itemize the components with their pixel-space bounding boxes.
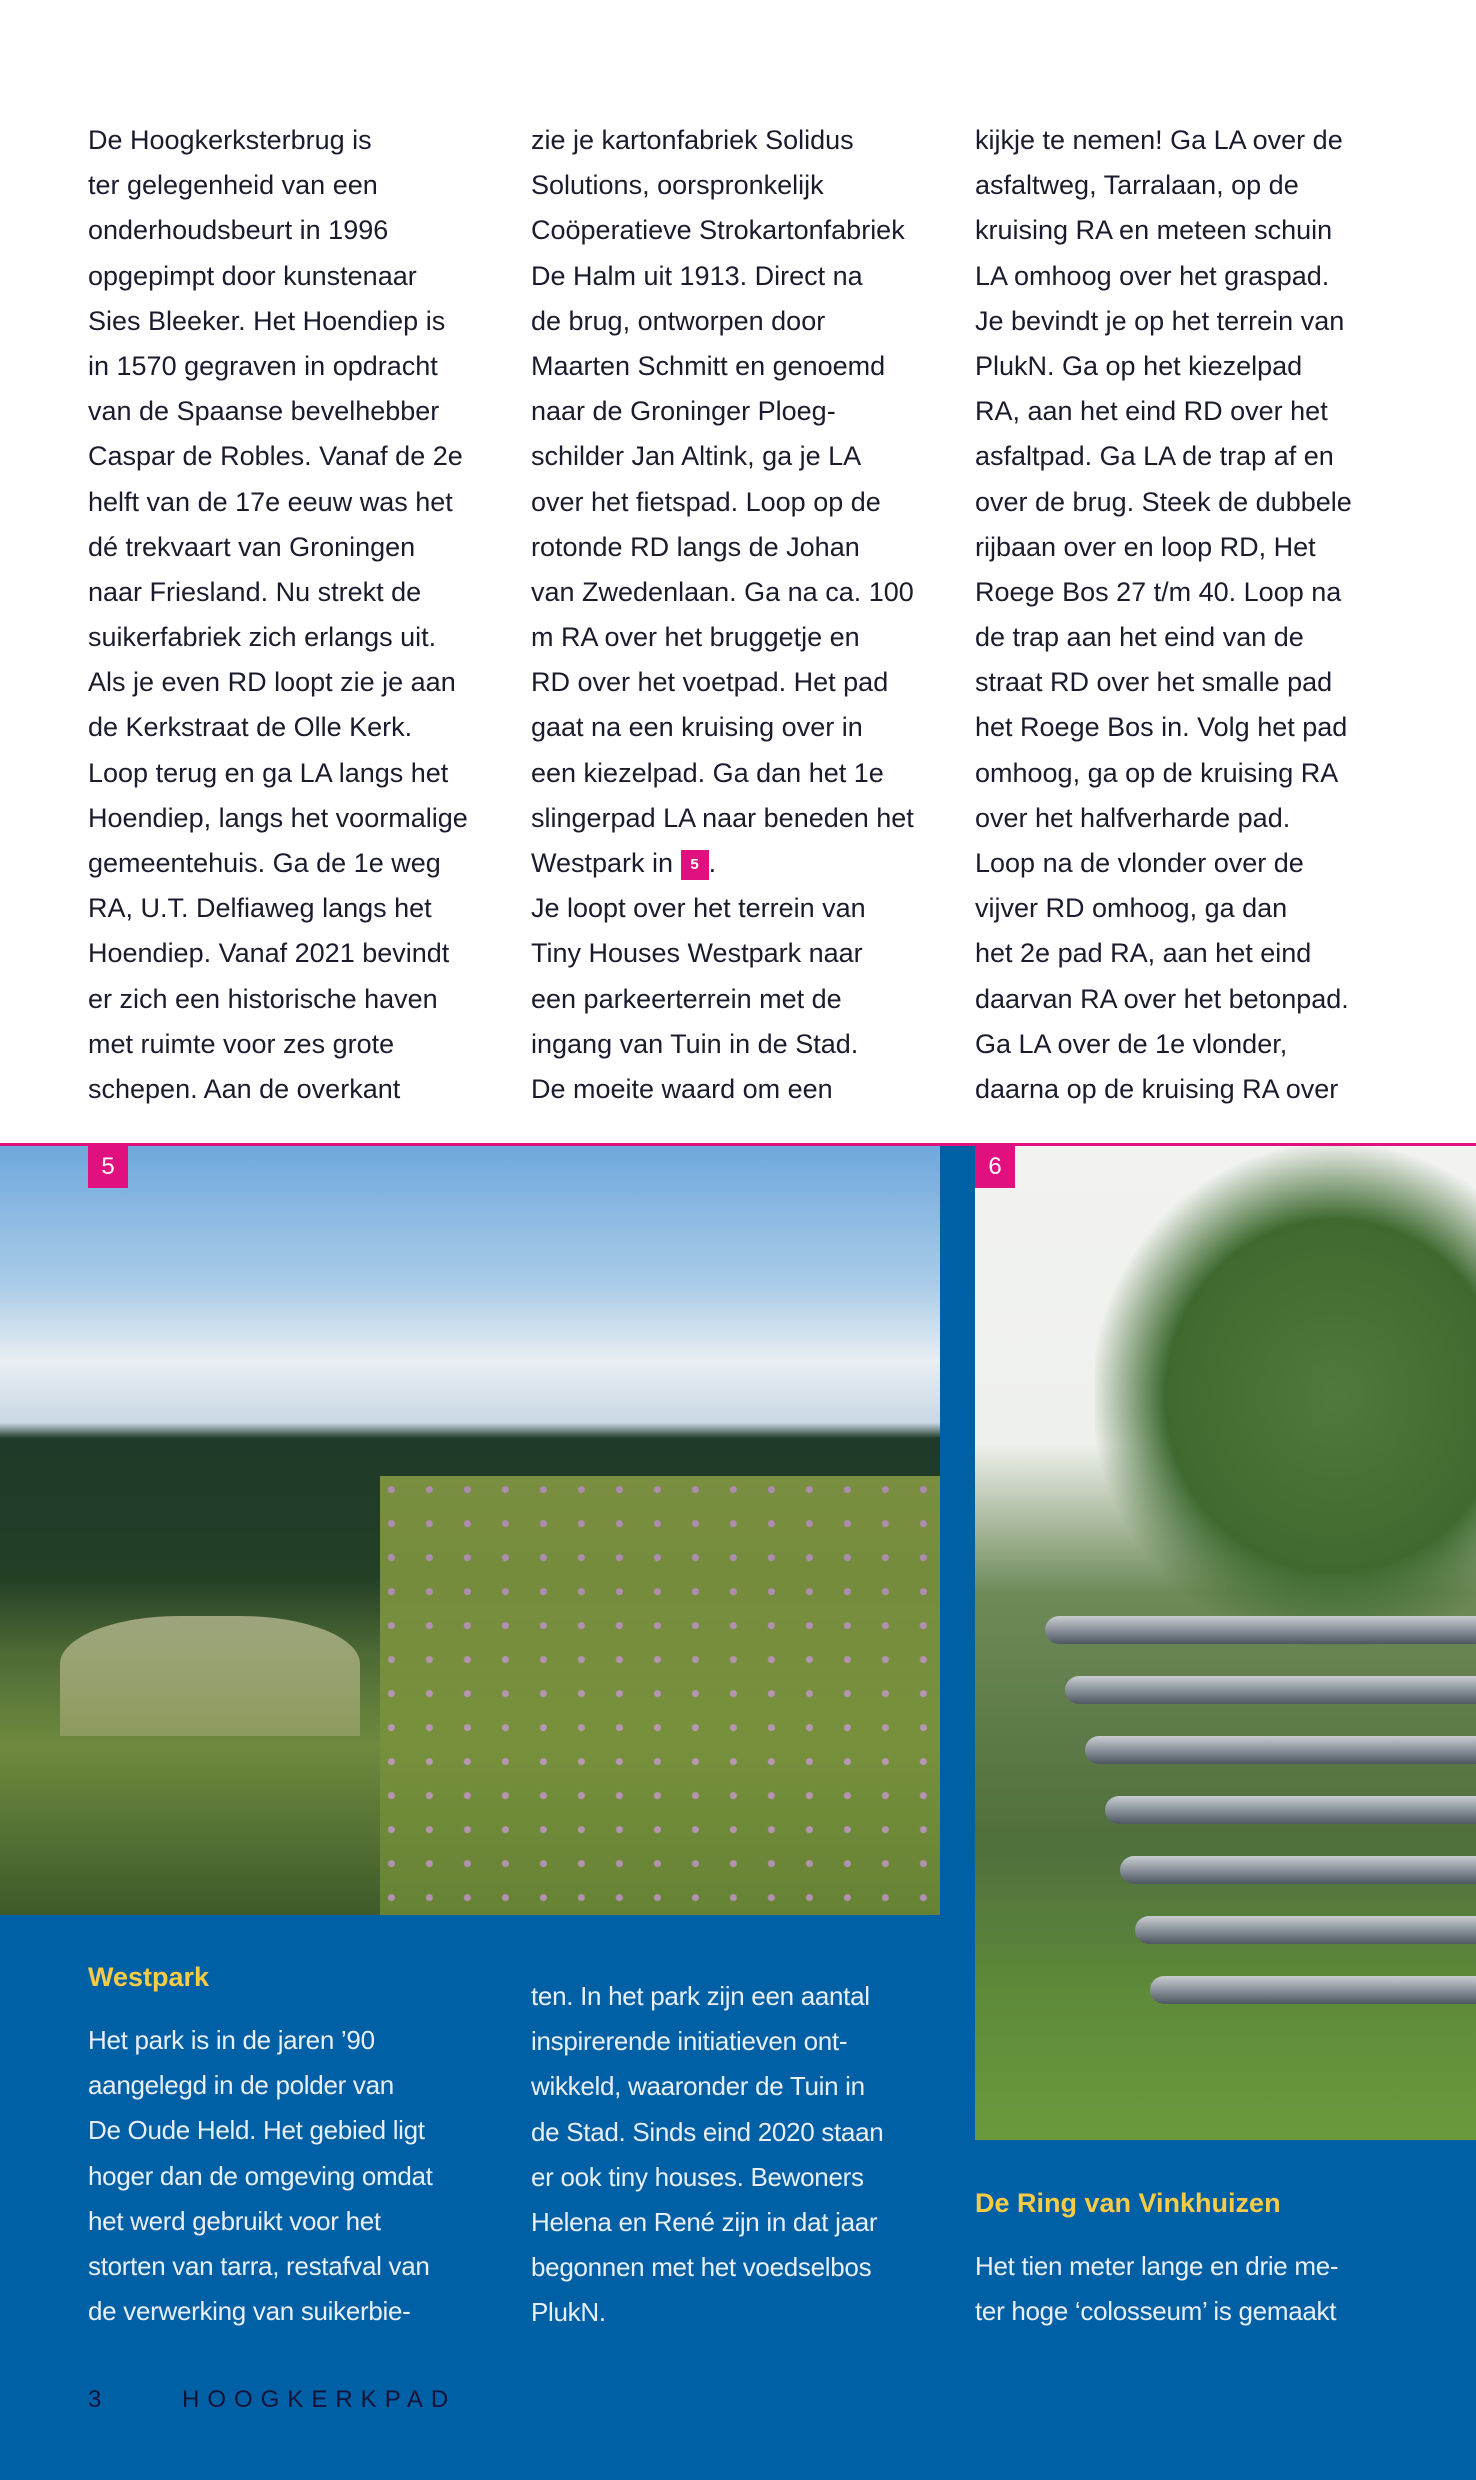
text-line: Helena en René zijn in dat jaar bbox=[531, 2206, 878, 2237]
sculpture-ring bbox=[1120, 1856, 1476, 1884]
text-line: PlukN. bbox=[531, 2297, 606, 2328]
text-line: Maarten Schmitt en genoemd bbox=[531, 350, 886, 381]
westpark-heading: Westpark bbox=[88, 1962, 210, 1992]
sculpture-ring bbox=[1150, 1976, 1476, 2004]
text-line: gaat na een kruising over in bbox=[531, 712, 863, 743]
punctuation: . bbox=[708, 848, 717, 878]
text-line: over de brug. Steek de dubbele bbox=[975, 486, 1352, 517]
text-line: asfaltpad. Ga LA de trap af en bbox=[975, 441, 1334, 472]
text-line: De Hoogkerksterbrug is bbox=[88, 125, 372, 155]
text-line: een parkeerterrein met de bbox=[531, 983, 842, 1014]
page-footer bbox=[88, 2386, 457, 2414]
text-line: ter hoge ‘colosseum’ is gemaakt bbox=[975, 2296, 1337, 2327]
sculpture-ring bbox=[1135, 1916, 1476, 1944]
text-line: het werd gebruikt voor het bbox=[88, 2205, 381, 2236]
text-line: m RA over het bruggetje en bbox=[531, 622, 860, 653]
text-line: er ook tiny houses. Bewoners bbox=[531, 2161, 864, 2192]
sculpture-ring bbox=[1085, 1736, 1476, 1764]
sculpture-ring bbox=[1105, 1796, 1476, 1824]
text-line: helft van de 17e eeuw was het bbox=[88, 486, 453, 517]
text-line: inspirerende initiatieven ont- bbox=[531, 2026, 848, 2057]
text-line: de brug, ontworpen door bbox=[531, 305, 826, 336]
text-line: van Zwedenlaan. Ga na ca. 100 bbox=[531, 576, 914, 607]
text-line: Roege Bos 27 t/m 40. Loop na bbox=[975, 576, 1342, 607]
text-line: asfaltweg, Tarralaan, op de bbox=[975, 170, 1299, 201]
text-line: Caspar de Robles. Vanaf de 2e bbox=[88, 441, 463, 472]
text-line: ingang van Tuin in de Stad. bbox=[531, 1028, 859, 1059]
text-line: slingerpad LA naar beneden het bbox=[531, 802, 914, 833]
text-line: Je bevindt je op het terrein van bbox=[975, 305, 1345, 336]
text-line: rijbaan over en loop RD, Het bbox=[975, 531, 1316, 562]
text-line: suikerfabriek zich erlangs uit. bbox=[88, 622, 437, 653]
photo-westpark bbox=[0, 1146, 940, 1915]
text-line: daarna op de kruising RA over bbox=[975, 1073, 1339, 1104]
text-line: Westpark in bbox=[531, 848, 674, 878]
text-line: de Stad. Sinds eind 2020 staan bbox=[531, 2116, 884, 2147]
text-line: Tiny Houses Westpark naar bbox=[531, 938, 863, 969]
route-text-column-3 bbox=[975, 118, 1395, 1112]
text-line: kruising RA en meteen schuin bbox=[975, 215, 1333, 246]
text-line: de trap aan het eind van de bbox=[975, 622, 1304, 653]
text-line: Sies Bleeker. Het Hoendiep is bbox=[88, 305, 446, 336]
text-line: met ruimte voor zes grote bbox=[88, 1028, 395, 1059]
text-line-with-badge bbox=[531, 841, 951, 886]
text-line: naar de Groninger Ploeg- bbox=[531, 396, 836, 427]
text-line: vijver RD omhoog, ga dan bbox=[975, 893, 1288, 924]
text-line: LA omhoog over het graspad. bbox=[975, 260, 1330, 291]
text-line: ten. In het park zijn een aantal bbox=[531, 1981, 870, 2011]
text-line: Hoendiep, langs het voormalige bbox=[88, 802, 468, 833]
ring-heading: De Ring van Vinkhuizen bbox=[975, 2188, 1281, 2218]
text-line: daarvan RA over het betonpad. bbox=[975, 983, 1349, 1014]
text-line: Coöperatieve Strokartonfabriek bbox=[531, 215, 905, 246]
text-line: kijkje te nemen! Ga LA over de bbox=[975, 125, 1343, 155]
route-text-column-1 bbox=[88, 118, 508, 1112]
photo-ring-van-vinkhuizen bbox=[975, 1146, 1476, 2140]
text-line: Je loopt over het terrein van bbox=[531, 893, 866, 924]
text-line: Loop na de vlonder over de bbox=[975, 848, 1304, 878]
text-line: van de Spaanse bevelhebber bbox=[88, 396, 440, 427]
sculpture-ring bbox=[1065, 1676, 1476, 1704]
text-line: RA, aan het eind RD over het bbox=[975, 396, 1328, 427]
publication-title: HOOGKERKPAD bbox=[182, 2386, 457, 2413]
text-line: omhoog, ga op de kruising RA bbox=[975, 757, 1339, 788]
text-line: Loop terug en ga LA langs het bbox=[88, 757, 449, 788]
text-line: de verwerking van suikerbie- bbox=[88, 2296, 411, 2327]
text-line: hoger dan de omgeving omdat bbox=[88, 2160, 433, 2191]
text-line: dé trekvaart van Groningen bbox=[88, 531, 416, 562]
text-line: De Halm uit 1913. Direct na bbox=[531, 260, 863, 291]
text-line: in 1570 gegraven in opdracht bbox=[88, 350, 438, 381]
photo-number-badge-6: 6 bbox=[975, 1146, 1015, 1188]
text-line: een kiezelpad. Ga dan het 1e bbox=[531, 757, 884, 788]
text-line: naar Friesland. Nu strekt de bbox=[88, 576, 422, 607]
text-line: Het park is in de jaren ’90 bbox=[88, 2025, 375, 2055]
ring-text bbox=[975, 2244, 1395, 2334]
text-line: het 2e pad RA, aan het eind bbox=[975, 938, 1312, 969]
text-line: begonnen met het voedselbos bbox=[531, 2252, 872, 2283]
text-line: onderhoudsbeurt in 1996 bbox=[88, 215, 389, 246]
text-line: het Roege Bos in. Volg het pad bbox=[975, 712, 1348, 743]
text-line: aangelegd in de polder van bbox=[88, 2070, 394, 2101]
text-line: De Oude Held. Het gebied ligt bbox=[88, 2115, 425, 2146]
photo-number-badge-5: 5 bbox=[88, 1146, 128, 1188]
text-line: over het halfverharde pad. bbox=[975, 802, 1291, 833]
sculpture-ring bbox=[1045, 1616, 1476, 1644]
text-line: rotonde RD langs de Johan bbox=[531, 531, 860, 562]
text-line: Solutions, oorspronkelijk bbox=[531, 170, 824, 201]
text-line: gemeentehuis. Ga de 1e weg bbox=[88, 848, 441, 878]
text-line: RD over het voetpad. Het pad bbox=[531, 667, 889, 698]
text-line: storten van tarra, restafval van bbox=[88, 2250, 430, 2281]
text-line: RA, U.T. Delfiaweg langs het bbox=[88, 893, 432, 924]
westpark-text-column-2 bbox=[531, 1974, 951, 2336]
text-line: schepen. Aan de overkant bbox=[88, 1073, 401, 1104]
text-line: over het fietspad. Loop op de bbox=[531, 486, 881, 517]
text-line: de Kerkstraat de Olle Kerk. bbox=[88, 712, 413, 743]
route-text-column-2 bbox=[531, 118, 951, 1112]
text-line: er zich een historische haven bbox=[88, 983, 438, 1014]
text-line: zie je kartonfabriek Solidus bbox=[531, 125, 854, 155]
tree-area bbox=[1095, 1146, 1476, 1646]
text-line: Het tien meter lange en drie me- bbox=[975, 2251, 1339, 2281]
location-badge-5[interactable]: 5 bbox=[681, 850, 709, 880]
flower-area bbox=[380, 1476, 940, 1915]
text-line: wikkeld, waaronder de Tuin in bbox=[531, 2071, 865, 2102]
westpark-text-column-1 bbox=[88, 2018, 508, 2334]
text-line: Hoendiep. Vanaf 2021 bevindt bbox=[88, 938, 450, 969]
text-line: opgepimpt door kunstenaar bbox=[88, 260, 417, 291]
text-line: PlukN. Ga op het kiezelpad bbox=[975, 350, 1303, 381]
text-line: Als je even RD loopt zie je aan bbox=[88, 667, 456, 698]
text-line: ter gelegenheid van een bbox=[88, 170, 378, 201]
page-number: 3 bbox=[88, 2386, 102, 2413]
text-line: De moeite waard om een bbox=[531, 1073, 833, 1104]
text-line: Ga LA over de 1e vlonder, bbox=[975, 1028, 1288, 1059]
grass-area bbox=[60, 1616, 360, 1736]
text-line: straat RD over het smalle pad bbox=[975, 667, 1333, 698]
text-line: schilder Jan Altink, ga je LA bbox=[531, 441, 862, 472]
